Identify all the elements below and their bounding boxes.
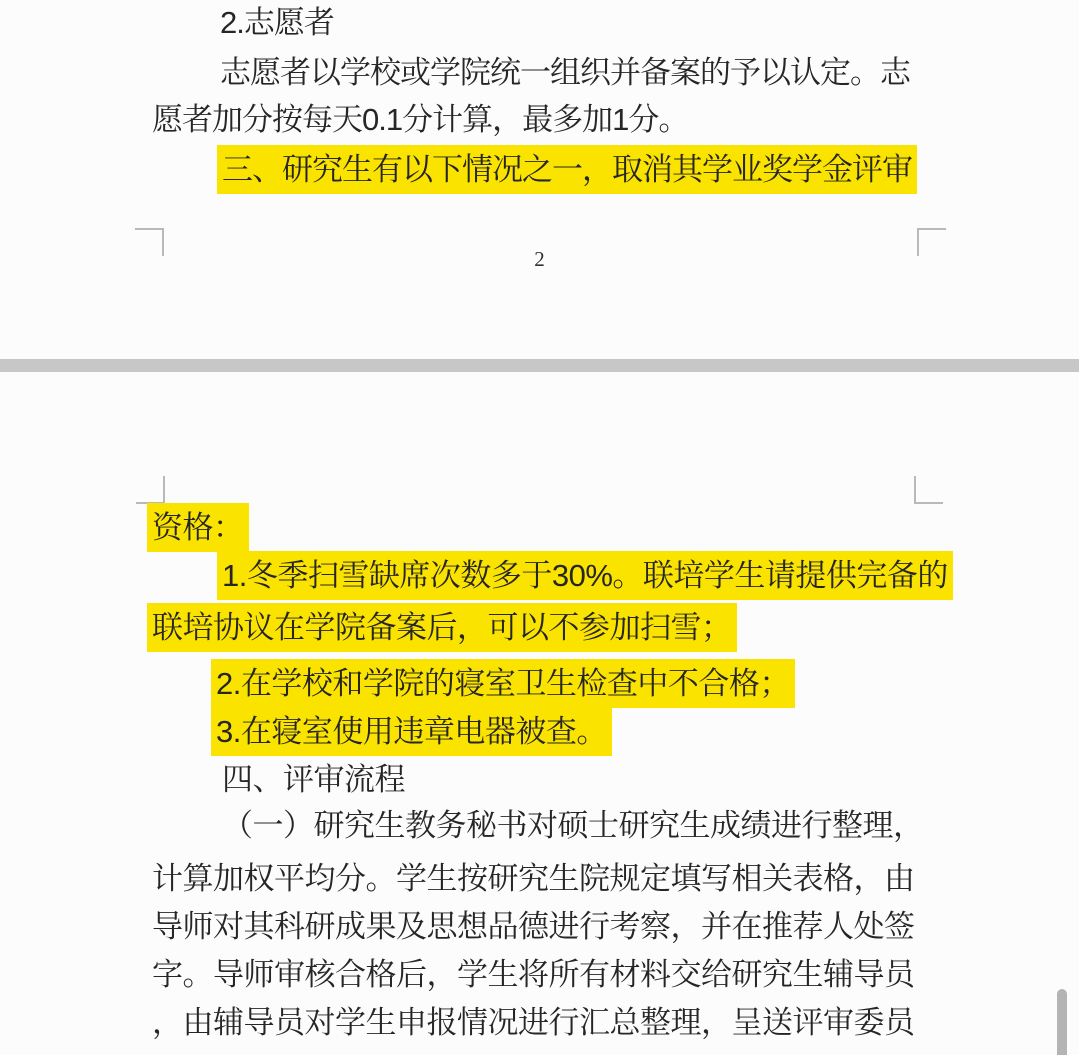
text-boundary-corner-mark — [914, 476, 943, 504]
doc-line: 四、评审流程 — [222, 762, 405, 797]
doc-line-highlighted: 联培协议在学院备案后，可以不参加扫雪； — [152, 612, 737, 643]
doc-line: 愿者加分按每天0.1分计算，最多加1分。 — [152, 102, 689, 137]
doc-line-highlighted: 三、研究生有以下情况之一，取消其学业奖学金评审 — [222, 154, 917, 185]
doc-line-highlighted: 资格： — [152, 512, 249, 543]
doc-line: 导师对其科研成果及思想品德进行考察，并在推荐人处签 — [152, 909, 915, 944]
doc-line: 志愿者以学校或学院统一组织并备案的予以认定。志 — [220, 55, 910, 90]
page-2 — [0, 372, 1079, 1055]
doc-line: ，由辅导员对学生申报情况进行汇总整理，呈送评审委员 — [152, 1005, 915, 1040]
page-gap-divider — [0, 359, 1079, 372]
doc-line-highlighted: 1.冬季扫雪缺席次数多于30%。联培学生请提供完备的 — [222, 560, 953, 591]
page-1 — [0, 0, 1079, 359]
doc-line-highlighted: 2.在学校和学院的寝室卫生检查中不合格； — [216, 668, 795, 699]
doc-line-highlighted: 3.在寝室使用违章电器被查。 — [216, 716, 612, 747]
page-number: 2 — [534, 247, 545, 271]
doc-line: （一）研究生教务秘书对硕士研究生成绩进行整理， — [222, 808, 924, 843]
doc-line: 字。导师审核合格后，学生将所有材料交给研究生辅导员 — [152, 957, 915, 992]
doc-line: 计算加权平均分。学生按研究生院规定填写相关表格，由 — [152, 861, 915, 896]
scrollbar-thumb[interactable] — [1057, 989, 1067, 1055]
doc-line: 2.志愿者 — [220, 5, 334, 40]
text-boundary-corner-mark — [136, 476, 165, 504]
